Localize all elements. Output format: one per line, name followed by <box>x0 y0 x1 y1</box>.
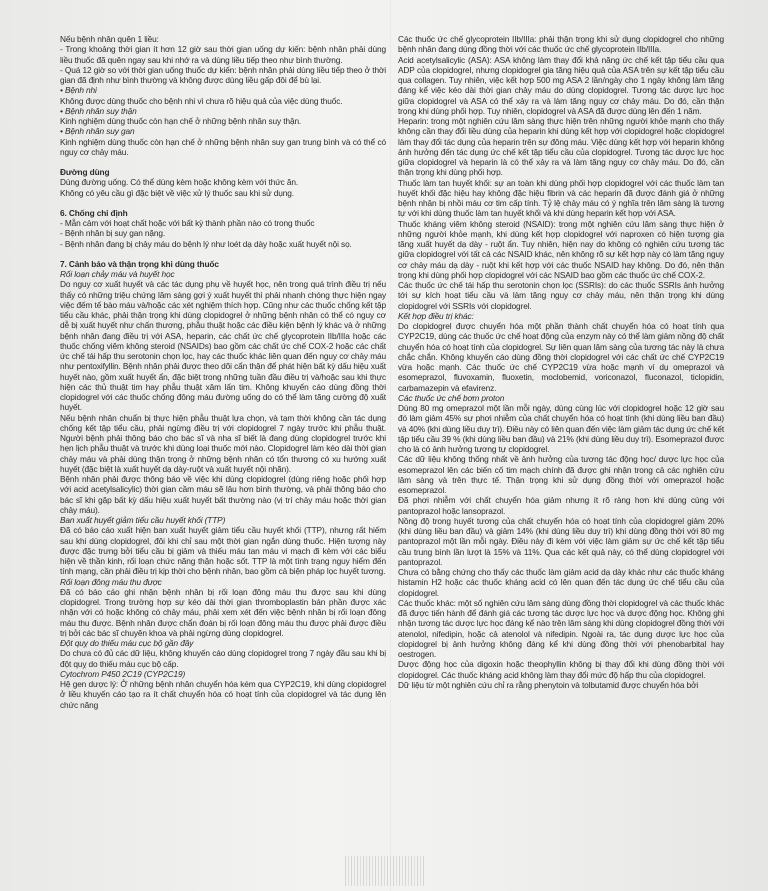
right-paragraph: Acid acetylsalicylic (ASA): ASA không làm thay đổi khả năng ức chế kết tập tiểu cầu qua ADP của clopidogrel, nhưng clopidogrel gia tăng hiệu quả của ASA trên sự kết tập tiểu cầu qua collagen. Tuy nhiên, việc kết hợp 500 mg ASA 2 lần/ngày cho 1 ngày không làm tăng đáng kể việc kéo dài thời gian chảy máu do dùng clopidogrel. Tương tác dược lực học giữa clopidogrel và ASA có thể xảy ra và làm tăng nguy cơ chảy máu. Do đó, cần thận trọng khi dùng phối hợp. Tuy nhiên, clopidogrel và ASA đã được dùng lên đến 1 năm. <box>398 54 724 116</box>
left-subheading: Đột quỵ do thiếu máu cục bộ gần đây <box>60 638 194 648</box>
left-subheading: Cytochrom P450 2C19 (CYP2C19) <box>60 668 186 679</box>
page-fold <box>390 0 392 891</box>
right-paragraph: Các dữ liệu không thống nhất về ảnh hưởng của tương tác động học/ dược lực học của esomeprazol lên các biến cố tim mạch chính đã được ghi nhận trong cả các nghiên cứu lâm sàng và trên thực tế. Thận trọng khi sử dụng đồng thời với omeprazol hoặc esomeprazol. <box>398 454 724 495</box>
left-heading: 7. Cảnh báo và thận trọng khi dùng thuốc <box>60 258 219 269</box>
left-paragraph: Kinh nghiệm dùng thuốc còn hạn chế ở những bệnh nhân suy thận. <box>60 116 302 126</box>
left-paragraph: Hệ gen dược lý: Ở những bệnh nhân chuyển hóa kém qua CYP2C19, khi dùng clopidogrel ở liều khuyến cáo tạo ra ít chất chuyển hóa có hoạt tính của clopidogrel và tác dụng lên chức năng <box>60 679 386 710</box>
left-paragraph: - Quá 12 giờ so với thời gian uống thuốc dự kiến: bệnh nhân phải dùng liều tiếp theo ở thời gian đã định như bình thường và không được dùng liều gấp đôi để bù lại. <box>60 64 386 85</box>
right-paragraph: Dữ liệu từ một nghiên cứu chỉ ra rằng phenytoin và tolbutamid được chuyển hóa bởi <box>398 679 699 690</box>
left-spacer <box>60 198 386 208</box>
right-paragraph: Các thuốc khác: một số nghiên cứu lâm sàng dùng đồng thời clopidogrel và các thuốc khác đã được tiến hành để đánh giá các tương tác dược lực học và dược động học. Không ghi nhận tương tác dược lực học đáng kể nào trên lâm sàng khi dùng clopidogrel đồng thời với atenolol, nifedipin, hoặc cả atenolol và nifedipin. Ngoài ra, tác dụng dược lực học của clopidogrel bị ảnh hưởng không đáng kể khi dùng đồng thời với phenobarbital hay oestrogen. <box>398 597 724 659</box>
left-heading: Đường dùng <box>60 167 110 177</box>
right-paragraph: Thuốc kháng viêm không steroid (NSAID): trong một nghiên cứu lâm sàng thực hiện ở những người khỏe mạnh, khi dùng kết hợp clopidogrel với naproxen có hiện tượng gia tăng xuất huyết dạ dày - ruột ẩn. Tuy nhiên, hiện nay do không có nghiên cứu tương tác giữa clopidogrel với tất cả các NSAID khác, nên không rõ sự kết hợp này có làm tăng nguy cơ chảy máu dạ dày - ruột khi kết hợp với các thuốc NSAID hay không. Do đó, nên thận trọng khi dùng phối hợp clopidogrel với các NSAID bao gồm các thuốc ức chế COX-2. <box>398 218 724 280</box>
left-paragraph: Bệnh nhân phải được thông báo về việc khi dùng clopidogrel (dùng riêng hoặc phối hợp với acid acetylsalicylic) thời gian cầm máu sẽ lâu hơn bình thường, và phải thông báo cho bác sĩ khi gặp bất kỳ dấu hiệu xuất huyết bất thường nào (vị trí chảy máu hoặc thời gian chảy máu). <box>60 474 386 515</box>
right-paragraph: Dược động học của digoxin hoặc theophyllin không bị thay đổi khi dùng đồng thời với clopidogrel. Các thuốc kháng acid không làm thay đổi mức độ hấp thu của clopidogrel. <box>398 659 724 680</box>
right-paragraph: Dùng 80 mg omeprazol một lần mỗi ngày, dùng cùng lúc với clopidogrel hoặc 12 giờ sau đó làm giảm 45% sự phơi nhiễm của chất chuyển hóa có hoạt tính (khi dùng liều ban đầu) và 40% (khi dùng liều duy trì). Điều này có liên quan đến việc làm giảm tác dụng ức chế kết tập tiểu cầu 39 % (khi dùng liều ban đầu) và 21% (khi dùng liều duy trì). Esomeprazol được cho là có ảnh hưởng tương tự clopidogrel. <box>398 403 724 454</box>
right-paragraph: Nồng độ trong huyết tương của chất chuyển hóa có hoạt tính của clopidogrel giảm 20% (khi dùng liều ban đầu) và giảm 14% (khi dùng liều duy trì) khi dùng đồng thời với 80 mg pantoprazol một lần mỗi ngày. Điều này đi kèm với việc làm giảm sự ức chế kết tập tiểu cầu trung bình lần lượt là 15% và 11%. Qua các kết quả này, có thể dùng clopidogrel với pantoprazol. <box>398 515 724 567</box>
left-paragraph: Nếu bệnh nhân chuẩn bị thực hiện phẫu thuật lựa chọn, và tạm thời không cần tác dụng chống kết tập tiểu cầu, phải ngừng điều trị với clopidogrel 7 ngày trước khi phẫu thuật. Người bệnh phải thông báo cho bác sĩ và nha sĩ biết là đang dùng clopidogrel trước khi hẹn lịch phẫu thuật và trước khi dùng loại thuốc mới nào. Clopidogrel làm kéo dài thời gian chảy máu và phải dùng thận trọng ở những bệnh nhân có tổn thương có xu hướng xuất huyết (đặc biệt là xuất huyết dạ dày-ruột và xuất huyết nội nhãn). <box>60 412 386 474</box>
left-subheading: Ban xuất huyết giảm tiểu cầu huyết khối (TTP) <box>60 515 226 525</box>
left-subheading: • Bệnh nhi <box>60 85 97 96</box>
left-paragraph: Không có yêu cầu gì đặc biệt về việc xử lý thuốc sau khi sử dụng. <box>60 187 294 198</box>
barcode-mark <box>345 856 425 886</box>
left-paragraph: Không được dùng thuốc cho bệnh nhi vì chưa rõ hiệu quả của việc dùng thuốc. <box>60 95 343 106</box>
left-heading: 6. Chống chỉ định <box>60 207 128 218</box>
left-subheading: • Bệnh nhân suy thận <box>60 105 137 116</box>
left-column <box>60 34 386 710</box>
left-paragraph: - Bệnh nhân bị suy gan nặng. <box>60 228 166 239</box>
right-paragraph: Thuốc làm tan huyết khối: sự an toàn khi dùng phối hợp clopidogrel với các thuốc làm tan huyết khối đặc hiệu hay không đặc hiệu fibrin và các heparin đã được đánh giá ở những bệnh nhân bị nhồi máu cơ tim cấp tính. Tỷ lệ chảy máu có ý nghĩa trên lâm sàng là tương tự với khi dùng thuốc làm tan huyết khối và khi dùng heparin kết hợp với ASA. <box>398 177 724 219</box>
left-paragraph: Do chưa có đủ các dữ liệu, không khuyến cáo dùng clopidogrel trong 7 ngày đầu sau khi bị đột quỵ do thiếu máu cục bộ cấp. <box>60 648 386 669</box>
left-subheading: Rối loạn đông máu thu được <box>60 576 162 587</box>
left-paragraph: Đã có báo cáo ghi nhận bệnh nhân bị rối loạn đông máu thu được sau khi dùng clopidogrel. Trong trường hợp sự kéo dài thời gian thromboplastin bán phần được xác nhận với có hoặc không có chảy máu, phải xem xét đến việc bệnh nhân bị rối loạn đông máu thu được. Bệnh nhân được chẩn đoán bị rối loạn đông máu thu được phải được điều trị bởi các bác sĩ chuyên khoa và phải ngừng dùng clopidogrel. <box>60 586 386 638</box>
right-subheading: Các thuốc ức chế bơm proton <box>398 392 505 403</box>
left-paragraph: Nếu bệnh nhân quên 1 liều: <box>60 34 159 44</box>
right-subheading: Kết hợp điều trị khác: <box>398 310 474 321</box>
left-paragraph: Kinh nghiệm dùng thuốc còn hạn chế ở những bệnh nhân suy gan trung bình và có thể có nguy cơ chảy máu. <box>60 136 386 157</box>
left-paragraph: - Mẫn cảm với hoạt chất hoặc với bất kỳ thành phần nào có trong thuốc <box>60 218 315 228</box>
left-subheading: Rối loạn chảy máu và huyết học <box>60 269 175 279</box>
left-paragraph: Đã có báo cáo xuất hiện ban xuất huyết giảm tiểu cầu huyết khối (TTP), nhưng rất hiếm sau khi dùng clopidogrel, đôi khi chỉ sau một thời gian ngắn dùng thuốc. Hiện tượng này được đặc trưng bởi tiểu cầu bị giảm và thiếu máu tan máu vi mạch đi kèm với các biểu hiện về thần kinh, rối loạn chức năng thận hoặc sốt. TTP là một tình trạng nguy hiểm đến tính mạng, cần phải điều trị kịp thời cho bệnh nhân, bao gồm cả biện pháp lọc huyết tương. <box>60 525 386 577</box>
left-spacer <box>60 157 386 167</box>
right-paragraph: Đã phơi nhiễm với chất chuyển hóa giảm nhưng ít rõ ràng hơn khi dùng cùng với pantoprazol hoặc lansoprazol. <box>398 495 724 516</box>
left-paragraph: Do nguy cơ xuất huyết và các tác dụng phụ về huyết học, nên trong quá trình điều trị nếu thấy có những triệu chứng lâm sàng gợi ý xuất huyết thì phải nhanh chóng thực hiện ngay việc đếm tế bào máu và/hoặc các xét nghiệm thích hợp. Cũng như các thuốc chống kết tập tiểu cầu khác, phải thận trọng khi dùng clopidogrel ở những bệnh nhân có thể có nguy cơ dễ bị xuất huyết như chấn thương, phẫu thuật hoặc các điều kiện bệnh lý khác và ở những bệnh nhân đang điều trị với ASA, heparin, các chất ức chế glycoprotein IIb/IIIa hoặc các thuốc chống viêm không steroid (NSAIDs) bao gồm các chất ức chế COX-2 hoặc các chất ức chế tái hấp thu serotonin chọn lọc, hay các thuốc khác liên quan đến nguy cơ chảy máu như pentoxifyllin. Bệnh nhân phải được theo dõi cẩn thận để phát hiện bất kỳ dấu hiệu xuất huyết nào, gồm xuất huyết ẩn, đặc biệt trong những tuần đầu điều trị và/hoặc sau khi thực hiện các thủ thuật tim hay phẫu thuật xâm lấn tim. Không khuyến cáo dùng đồng thời clopidogrel với các thuốc chống đông máu đường uống do có thể làm tăng cường độ xuất huyết. <box>60 279 386 413</box>
left-paragraph: Dùng đường uống. Có thể dùng kèm hoặc không kèm với thức ăn. <box>60 177 299 188</box>
right-paragraph: Các thuốc ức chế tái hấp thu serotonin chọn lọc (SSRIs): do các thuốc SSRIs ảnh hưởng tới sự kích hoạt tiểu cầu và làm tăng nguy cơ chảy máu, nên thận trọng khi dùng clopidogrel với SSRIs với clopidogrel. <box>398 280 724 311</box>
left-paragraph: - Bệnh nhân đang bị chảy máu do bệnh lý như loét dạ dày hoặc xuất huyết nội sọ. <box>60 238 352 249</box>
right-paragraph: Các thuốc ức chế glycoprotein IIb/IIIa: phải thận trọng khi sử dụng clopidogrel cho những bệnh nhân đang dùng đồng thời với các thuốc ức chế glycoprotein IIb/IIIa. <box>398 34 724 55</box>
left-spacer <box>60 249 386 259</box>
right-column <box>398 34 724 690</box>
right-paragraph: Do clopidogrel được chuyển hóa một phần thành chất chuyển hóa có hoạt tính qua CYP2C19, dùng các thuốc ức chế hoạt động của enzym này có thể làm giảm nồng độ chất chuyển hóa có hoạt tính của clopidogrel. Sự liên quan lâm sàng của tương tác này là chưa chắc chắn. Không khuyến cáo dùng đồng thời clopidogrel với các chất ức chế CYP2C19 vừa hoặc mạnh. Các thuốc ức chế CYP2C19 vừa hoặc mạnh ví dụ omeprazol và esomeprazol, fluvoxamin, fluoxetin, moclobemid, voriconazol, fluconazol, ticlopidin, carbamazepin và efavirenz. <box>398 321 724 393</box>
right-paragraph: Chưa có bằng chứng cho thấy các thuốc làm giảm acid dạ dày khác như các thuốc kháng histamin H2 hoặc các thuốc kháng acid có lên quan đến tác dụng ức chế tiểu cầu của clopidogrel. <box>398 567 724 598</box>
right-paragraph: Heparin: trong một nghiên cứu lâm sàng thực hiện trên những người khỏe mạnh cho thấy không cần thay đổi liều dùng của heparin khi dùng kết hợp với clopidogrel hoặc clopidogrel làm thay đổi tác dụng của heparin trên sự đông máu. Việc dùng kết hợp với heparin không ảnh hưởng đến tác dụng ức chế kết tập tiểu cầu của clopidogrel. Tương tác dược lực học giữa clopidogrel và heparin là có thể xảy ra và làm tăng nguy cơ chảy máu. Do đó, cần thận trọng khi dùng phối hợp. <box>398 116 724 178</box>
left-paragraph: - Trong khoảng thời gian ít hơn 12 giờ sau thời gian uống dự kiến: bệnh nhân phải dùng liều thuốc đã quên ngay sau khi nhớ ra và dùng liều tiếp theo như bình thường. <box>60 44 386 65</box>
left-subheading: • Bệnh nhân suy gan <box>60 126 135 137</box>
